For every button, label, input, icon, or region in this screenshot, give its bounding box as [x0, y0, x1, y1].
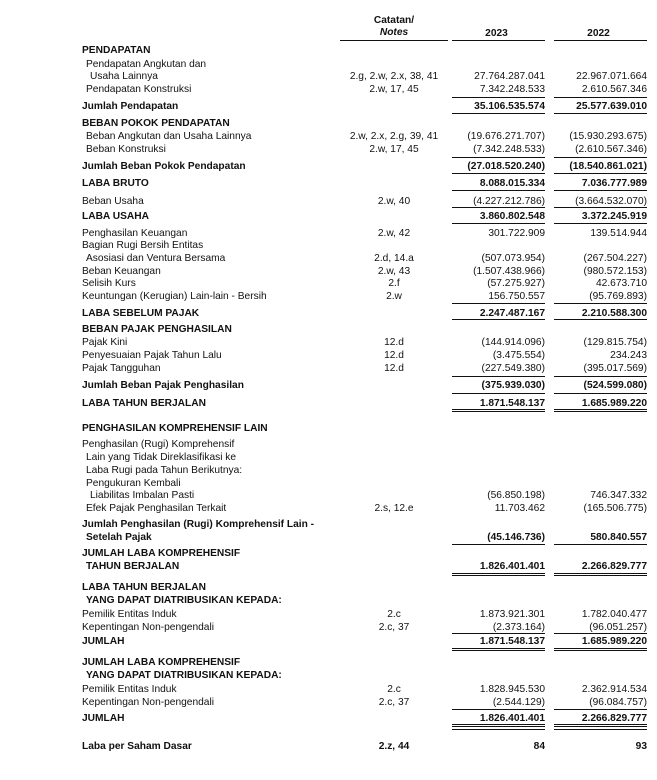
statement-row — [0, 379, 657, 392]
row-value-2023: (7.342.248.533) — [473, 144, 545, 155]
row-note: 2.z, 44 — [378, 741, 410, 752]
total-rule — [452, 303, 545, 304]
row-value-2022: (96.051.257) — [589, 622, 647, 633]
statement-row — [0, 531, 657, 544]
notes-header-label: Catatan/ — [373, 15, 415, 26]
statement-row — [0, 451, 657, 464]
statement-row — [0, 177, 657, 190]
row-value-2022: (980.572.153) — [583, 266, 647, 277]
statement-row — [0, 349, 657, 362]
row-value-2023: 1.826.401.401 — [479, 713, 545, 724]
row-value-2023: (144.914.096) — [481, 337, 545, 348]
total-rule — [554, 376, 647, 377]
row-label: JUMLAH LABA KOMPREHENSIF — [82, 657, 241, 668]
total-rule — [452, 97, 545, 98]
row-label: Kepentingan Non-pengendali — [82, 697, 214, 708]
row-value-2022: 7.036.777.989 — [581, 178, 647, 189]
row-label: Jumlah Pendapatan — [82, 101, 179, 112]
statement-row — [0, 252, 657, 265]
row-label: Liabilitas Imbalan Pasti — [90, 490, 195, 501]
row-label: LABA SEBELUM PAJAK — [82, 308, 200, 319]
year-2022-header: 2022 — [587, 28, 610, 39]
row-value-2022: 1.782.040.477 — [581, 609, 647, 620]
row-value-2022: 2.610.567.346 — [581, 84, 647, 95]
statement-row — [0, 70, 657, 83]
row-label: Setelah Pajak — [86, 532, 152, 543]
row-label: Usaha Lainnya — [90, 71, 158, 82]
statement-row — [0, 547, 657, 560]
row-note: 2.w, 2.x, 2.g, 39, 41 — [349, 131, 439, 142]
total-rule — [452, 319, 545, 320]
row-value-2022: 234.243 — [610, 350, 647, 361]
total-rule — [554, 409, 647, 412]
total-rule — [452, 223, 545, 224]
row-value-2022: 22.967.071.664 — [576, 71, 647, 82]
row-label: Bagian Rugi Bersih Entitas — [82, 240, 204, 251]
total-rule — [452, 648, 545, 651]
row-value-2023: 1.826.401.401 — [479, 561, 545, 572]
total-rule — [452, 157, 545, 158]
row-label: Laba per Saham Dasar — [82, 741, 192, 752]
row-value-2022: 93 — [635, 741, 647, 752]
row-note: 2.w, 43 — [377, 266, 411, 277]
row-value-2023: 301.722.909 — [488, 228, 545, 239]
statement-row — [0, 422, 657, 435]
row-label: LABA BRUTO — [82, 178, 149, 189]
total-rule — [554, 573, 647, 576]
row-value-2022: (95.769.893) — [589, 291, 647, 302]
row-label: Penghasilan (Rugi) Komprehensif — [82, 439, 235, 450]
row-value-2022: (15.930.293.675) — [569, 131, 647, 142]
row-value-2023: 8.088.015.334 — [479, 178, 545, 189]
row-value-2022: (129.815.754) — [583, 337, 647, 348]
total-rule — [554, 709, 647, 710]
row-value-2023: 1.871.548.137 — [479, 398, 545, 409]
row-label: Beban Keuangan — [82, 266, 161, 277]
row-label: YANG DAPAT DIATRIBUSIKAN KEPADA: — [86, 670, 282, 681]
statement-row — [0, 560, 657, 573]
header-underline-2022 — [554, 40, 647, 41]
total-rule — [554, 319, 647, 320]
row-label: Keuntungan (Kerugian) Lain-lain - Bersih — [82, 291, 267, 302]
statement-row — [0, 290, 657, 303]
row-label: JUMLAH — [82, 636, 125, 647]
statement-row — [0, 336, 657, 349]
statement-row — [0, 518, 657, 531]
statement-row — [0, 740, 657, 753]
row-label: Jumlah Beban Pokok Pendapatan — [82, 161, 246, 172]
row-value-2022: (395.017.569) — [583, 363, 647, 374]
row-note: 2.c, 37 — [378, 697, 410, 708]
row-note: 2.w, 40 — [377, 196, 411, 207]
row-value-2022: 2.266.829.777 — [581, 561, 647, 572]
header-underline-notes — [340, 40, 448, 41]
total-rule — [452, 409, 545, 412]
row-label: Jumlah Beban Pajak Penghasilan — [82, 380, 244, 391]
row-note: 12.d — [384, 363, 404, 374]
row-value-2022: 2.266.829.777 — [581, 713, 647, 724]
row-label: YANG DAPAT DIATRIBUSIKAN KEPADA: — [86, 595, 282, 606]
row-label: TAHUN BERJALAN — [86, 561, 180, 572]
row-value-2023: 2.247.487.167 — [479, 308, 545, 319]
row-note: 2.c, 37 — [378, 622, 410, 633]
row-note: 2.s, 12.e — [374, 503, 414, 514]
total-rule — [452, 544, 545, 545]
statement-row — [0, 239, 657, 252]
row-note: 2.c — [387, 609, 401, 620]
row-note: 12.d — [384, 350, 404, 361]
notes-header-label-english: Notes — [379, 27, 409, 38]
header-underline-2023 — [452, 40, 545, 41]
total-rule — [554, 157, 647, 158]
row-label: JUMLAH — [82, 713, 125, 724]
row-value-2023: (27.018.520.240) — [467, 161, 545, 172]
row-value-2022: (267.504.227) — [583, 253, 647, 264]
row-note: 2.w — [386, 291, 402, 302]
statement-row — [0, 277, 657, 290]
row-value-2023: (227.549.380) — [481, 363, 545, 374]
statement-row — [0, 210, 657, 223]
row-value-2022: (2.610.567.346) — [575, 144, 647, 155]
row-value-2023: (2.373.164) — [492, 622, 545, 633]
row-label: LABA TAHUN BERJALAN — [82, 398, 206, 409]
total-rule — [554, 393, 647, 394]
row-label: Asosiasi dan Ventura Bersama — [86, 253, 226, 264]
total-rule — [554, 190, 647, 191]
total-rule — [452, 190, 545, 191]
row-note: 12.d — [384, 337, 404, 348]
row-label: Kepentingan Non-pengendali — [82, 622, 214, 633]
total-rule — [554, 724, 647, 727]
row-label: Beban Usaha — [82, 196, 144, 207]
row-value-2023: 1.873.921.301 — [479, 609, 545, 620]
row-value-2023: (56.850.198) — [487, 490, 545, 501]
total-rule — [452, 207, 545, 208]
total-rule — [452, 113, 545, 114]
row-value-2022: 746.347.332 — [590, 490, 647, 501]
total-rule — [452, 573, 545, 576]
row-value-2022: (96.084.757) — [589, 697, 647, 708]
statement-row — [0, 160, 657, 173]
statement-row — [0, 100, 657, 113]
row-value-2023: (4.227.212.786) — [473, 196, 545, 207]
row-value-2022: 1.685.989.220 — [581, 636, 647, 647]
statement-row — [0, 83, 657, 96]
row-label: Penghasilan Keuangan — [82, 228, 188, 239]
total-rule — [554, 173, 647, 174]
total-rule — [452, 633, 545, 634]
statement-row — [0, 581, 657, 594]
row-label: Beban Konstruksi — [86, 144, 166, 155]
statement-row — [0, 683, 657, 696]
statement-row — [0, 696, 657, 709]
row-value-2023: (19.676.271.707) — [467, 131, 545, 142]
statement-row — [0, 502, 657, 515]
total-rule — [452, 173, 545, 174]
row-note: 2.c — [387, 684, 401, 695]
row-note: 2.g, 2.w, 2.x, 38, 41 — [349, 71, 439, 82]
row-label: Penyesuaian Pajak Tahun Lalu — [82, 350, 222, 361]
row-value-2023: 1.828.945.530 — [479, 684, 545, 695]
statement-row — [0, 362, 657, 375]
row-label: BEBAN PAJAK PENGHASILAN — [82, 324, 232, 335]
row-label: Efek Pajak Penghasilan Terkait — [86, 503, 227, 514]
row-label: JUMLAH LABA KOMPREHENSIF — [82, 548, 241, 559]
row-label: Laba Rugi pada Tahun Berikutnya: — [86, 465, 243, 476]
row-label: Pengukuran Kembali — [86, 478, 181, 489]
row-value-2022: 42.673.710 — [596, 278, 647, 289]
statement-row — [0, 44, 657, 57]
row-value-2022: 2.362.914.534 — [581, 684, 647, 695]
statement-row — [0, 143, 657, 156]
row-label: Pemilik Entitas Induk — [82, 684, 177, 695]
row-value-2022: 3.372.245.919 — [581, 211, 647, 222]
total-rule — [554, 113, 647, 114]
row-value-2022: (3.664.532.070) — [575, 196, 647, 207]
statement-row — [0, 489, 657, 502]
row-label: Pajak Kini — [82, 337, 128, 348]
row-label: BEBAN POKOK PENDAPATAN — [82, 118, 230, 129]
row-value-2022: (18.540.861.021) — [569, 161, 647, 172]
row-value-2022: (524.599.080) — [583, 380, 647, 391]
total-rule — [554, 633, 647, 634]
statement-row — [0, 438, 657, 451]
statement-row — [0, 656, 657, 669]
row-label: Lain yang Tidak Direklasifikasi ke — [86, 452, 237, 463]
total-rule — [452, 729, 545, 730]
row-value-2023: 35.106.535.574 — [474, 101, 545, 112]
row-label: LABA USAHA — [82, 211, 149, 222]
row-label: Pemilik Entitas Induk — [82, 609, 177, 620]
row-value-2022: 1.685.989.220 — [581, 398, 647, 409]
row-value-2023: 3.860.802.548 — [479, 211, 545, 222]
row-label: Pendapatan Konstruksi — [86, 84, 192, 95]
row-value-2023: (3.475.554) — [492, 350, 545, 361]
row-note: 2.w, 17, 45 — [369, 84, 419, 95]
row-value-2022: 580.840.557 — [590, 532, 647, 543]
row-label: PENDAPATAN — [82, 45, 151, 56]
statement-row — [0, 635, 657, 648]
total-rule — [554, 544, 647, 545]
total-rule — [452, 709, 545, 710]
year-2023-header: 2023 — [485, 28, 508, 39]
statement-row — [0, 669, 657, 682]
row-label: LABA TAHUN BERJALAN — [82, 582, 206, 593]
total-rule — [554, 97, 647, 98]
row-label: Jumlah Penghasilan (Rugi) Komprehensif Lain - — [82, 519, 315, 530]
row-value-2023: (45.146.736) — [487, 532, 545, 543]
row-value-2023: (375.939.030) — [481, 380, 545, 391]
statement-row — [0, 464, 657, 477]
row-note: 2.w, 17, 45 — [369, 144, 419, 155]
row-value-2022: 139.514.944 — [590, 228, 647, 239]
row-value-2023: 27.764.287.041 — [474, 71, 545, 82]
total-rule — [452, 376, 545, 377]
row-value-2023: (1.507.438.966) — [473, 266, 545, 277]
row-value-2022: (165.506.775) — [583, 503, 647, 514]
row-value-2023: 11.703.462 — [494, 503, 545, 514]
statement-row — [0, 117, 657, 130]
row-label: Pajak Tangguhan — [82, 363, 161, 374]
total-rule — [452, 724, 545, 727]
row-value-2023: (2.544.129) — [492, 697, 545, 708]
total-rule — [452, 393, 545, 394]
total-rule — [554, 303, 647, 304]
statement-row — [0, 323, 657, 336]
row-value-2023: 7.342.248.533 — [479, 84, 545, 95]
row-value-2022: 2.210.588.300 — [581, 308, 647, 319]
total-rule — [554, 648, 647, 651]
row-value-2023: 1.871.548.137 — [479, 636, 545, 647]
row-label: Beban Angkutan dan Usaha Lainnya — [86, 131, 252, 142]
row-note: 2.d, 14.a — [374, 253, 414, 264]
row-note: 2.w, 42 — [377, 228, 411, 239]
row-value-2023: (57.275.927) — [487, 278, 545, 289]
row-value-2023: 84 — [533, 741, 545, 752]
total-rule — [554, 223, 647, 224]
row-label: Pendapatan Angkutan dan — [86, 59, 207, 70]
row-label: Selisih Kurs — [82, 278, 136, 289]
row-note: 2.f — [388, 278, 400, 289]
row-value-2022: 25.577.639.010 — [576, 101, 647, 112]
row-value-2023: (507.073.954) — [481, 253, 545, 264]
row-label: PENGHASILAN KOMPREHENSIF LAIN — [82, 423, 268, 434]
total-rule — [554, 729, 647, 730]
row-value-2023: 156.750.557 — [488, 291, 545, 302]
statement-row — [0, 130, 657, 143]
statement-row — [0, 594, 657, 607]
total-rule — [554, 207, 647, 208]
statement-row — [0, 608, 657, 621]
